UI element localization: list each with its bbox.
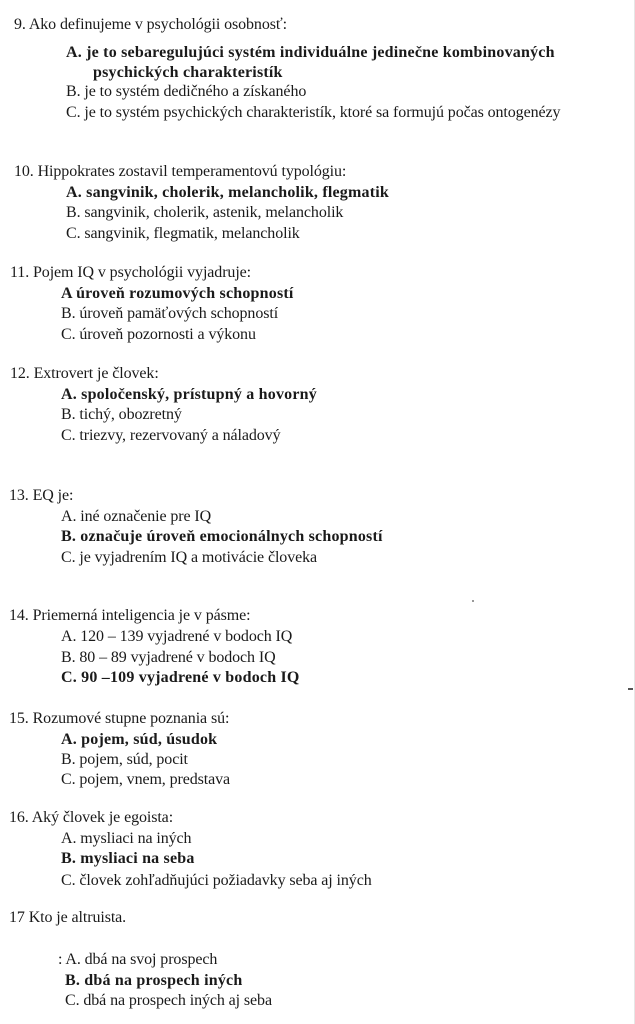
question-10: 10. Hippokrates zostavil temperamentovú typológiu: [14,163,347,180]
question-11: 11. Pojem IQ v psychológii vyjadruje: [10,264,252,281]
q9-option-a-continued: psychických charakteristík [93,64,283,81]
question-14: 14. Priemerná inteligencia je v pásme: [9,607,251,624]
q10-option-a: A. sangvinik, cholerik, melancholik, flegmatik [66,184,389,201]
question-13: 13. EQ je: [9,487,74,504]
q9-option-a: A. je to sebaregulujúci systém individuálne jedinečne kombinovaných [66,44,555,61]
q13-option-b: B. označuje úroveň emocionálnych schopností [61,528,383,545]
q16-option-c: C. človek zohľadňujúci požiadavky seba aj iných [61,872,372,889]
q11-option-a: A úroveň rozumových schopností [61,285,294,302]
scan-speck [628,688,633,690]
q12-option-a: A. spoločenský, prístupný a hovorný [61,386,317,403]
q14-option-a: A. 120 – 139 vyjadrené v bodoch IQ [61,628,293,645]
q15-option-a: A. pojem, súd, úsudok [61,731,218,748]
question-17: 17 Kto je altruista. [9,909,127,926]
question-12: 12. Extrovert je človek: [10,365,159,382]
q16-option-a: A. mysliaci na iných [61,830,192,847]
q13-option-a: A. iné označenie pre IQ [61,508,212,525]
q9-option-b: B. je to systém dedičného a získaného [66,83,307,100]
question-9: 9. Ako definujeme v psychológii osobnosť: [14,16,287,33]
q13-option-c: C. je vyjadrením IQ a motivácie človeka [61,549,318,566]
q10-option-b: B. sangvinik, cholerik, astenik, melancholik [66,204,344,221]
q10-option-c: C. sangvinik, flegmatik, melancholik [66,225,300,242]
q15-option-b: B. pojem, súd, pocit [61,751,188,768]
q17-option-c: C. dbá na prospech iných aj seba [65,992,272,1009]
q11-option-c: C. úroveň pozornosti a výkonu [61,326,256,343]
q12-option-b: B. tichý, obozretný [61,406,182,423]
q14-option-c: C. 90 –109 vyjadrené v bodoch IQ [61,669,300,686]
q12-option-c: C. triezvy, rezervovaný a náladový [61,427,281,444]
q17-option-b: B. dbá na prospech iných [65,972,243,989]
q9-option-c: C. je to systém psychických charakteristík, ktoré sa formujú počas ontogenézy [66,104,561,121]
q17-option-a: : A. dbá na svoj prospech [58,951,218,968]
q16-option-b: B. mysliaci na seba [61,850,195,867]
question-15: 15. Rozumové stupne poznania sú: [9,710,230,727]
q15-option-c: C. pojem, vnem, predstava [61,771,231,788]
q11-option-b: B. úroveň pamäťových schopností [61,305,279,322]
question-16: 16. Aký človek je egoista: [9,809,174,826]
scan-speck [472,600,474,602]
q14-option-b: B. 80 – 89 vyjadrené v bodoch IQ [61,649,276,666]
